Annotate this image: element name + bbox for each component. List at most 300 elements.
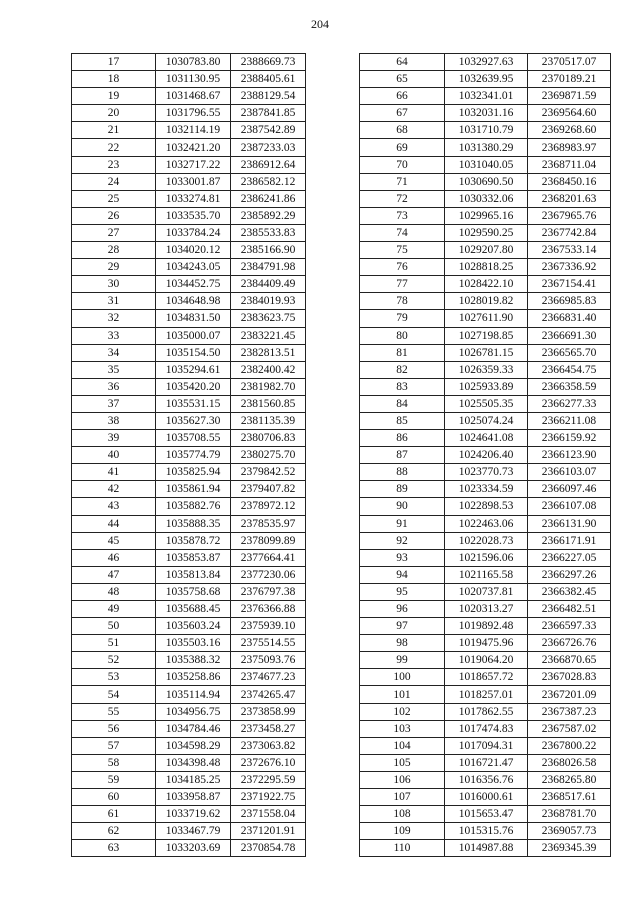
x-coordinate-cell: 1032341.01	[445, 88, 528, 105]
table-row	[72, 327, 306, 344]
x-coordinate-cell: 1031130.95	[156, 71, 231, 88]
y-coordinate-cell: 2381982.70	[231, 378, 306, 395]
y-coordinate-cell: 2376366.88	[231, 601, 306, 618]
y-coordinate-cell: 2368450.16	[528, 173, 611, 190]
x-coordinate-cell: 1035258.86	[156, 669, 231, 686]
table-row	[72, 601, 306, 618]
table-row	[72, 361, 306, 378]
table-row	[72, 207, 306, 224]
y-coordinate-cell: 2366358.59	[528, 378, 611, 395]
table-row	[72, 344, 306, 361]
x-coordinate-cell: 1032031.16	[445, 105, 528, 122]
y-coordinate-cell: 2372295.59	[231, 771, 306, 788]
point-number-cell: 107	[360, 789, 445, 806]
table-row	[360, 310, 611, 327]
x-coordinate-cell: 1025933.89	[445, 378, 528, 395]
point-number-cell: 67	[360, 105, 445, 122]
y-coordinate-cell: 2385892.29	[231, 207, 306, 224]
y-coordinate-cell: 2387841.85	[231, 105, 306, 122]
table-row	[360, 395, 611, 412]
point-number-cell: 48	[72, 583, 156, 600]
x-coordinate-cell: 1033958.87	[156, 789, 231, 806]
table-row	[360, 122, 611, 139]
table-row	[360, 806, 611, 823]
point-number-cell: 83	[360, 378, 445, 395]
table-row	[72, 498, 306, 515]
x-coordinate-cell: 1034648.98	[156, 293, 231, 310]
y-coordinate-cell: 2369268.60	[528, 122, 611, 139]
y-coordinate-cell: 2379407.82	[231, 481, 306, 498]
table-row	[72, 276, 306, 293]
x-coordinate-cell: 1027611.90	[445, 310, 528, 327]
table-row	[360, 139, 611, 156]
x-coordinate-cell: 1024641.08	[445, 430, 528, 447]
y-coordinate-cell: 2366870.65	[528, 652, 611, 669]
point-number-cell: 25	[72, 190, 156, 207]
x-coordinate-cell: 1018657.72	[445, 669, 528, 686]
y-coordinate-cell: 2378099.89	[231, 532, 306, 549]
x-coordinate-cell: 1032421.20	[156, 139, 231, 156]
table-row	[360, 823, 611, 840]
point-number-cell: 62	[72, 823, 156, 840]
point-number-cell: 57	[72, 737, 156, 754]
table-row	[360, 635, 611, 652]
x-coordinate-cell: 1033535.70	[156, 207, 231, 224]
y-coordinate-cell: 2366382.45	[528, 583, 611, 600]
x-coordinate-cell: 1033274.81	[156, 190, 231, 207]
point-number-cell: 60	[72, 789, 156, 806]
x-coordinate-cell: 1035861.94	[156, 481, 231, 498]
point-number-cell: 59	[72, 771, 156, 788]
x-coordinate-cell: 1022898.53	[445, 498, 528, 515]
table-row	[72, 395, 306, 412]
y-coordinate-cell: 2388405.61	[231, 71, 306, 88]
point-number-cell: 22	[72, 139, 156, 156]
table-row	[72, 566, 306, 583]
x-coordinate-cell: 1034784.46	[156, 720, 231, 737]
table-row	[360, 737, 611, 754]
x-coordinate-cell: 1016356.76	[445, 771, 528, 788]
table-row	[72, 737, 306, 754]
point-number-cell: 32	[72, 310, 156, 327]
y-coordinate-cell: 2367587.02	[528, 720, 611, 737]
y-coordinate-cell: 2373458.27	[231, 720, 306, 737]
point-number-cell: 56	[72, 720, 156, 737]
point-number-cell: 20	[72, 105, 156, 122]
y-coordinate-cell: 2383221.45	[231, 327, 306, 344]
y-coordinate-cell: 2366097.46	[528, 481, 611, 498]
point-number-cell: 29	[72, 259, 156, 276]
table-row	[72, 840, 306, 857]
table-row	[360, 583, 611, 600]
table-row	[360, 498, 611, 515]
y-coordinate-cell: 2371201.91	[231, 823, 306, 840]
table-row	[72, 293, 306, 310]
point-number-cell: 19	[72, 88, 156, 105]
x-coordinate-cell: 1019475.96	[445, 635, 528, 652]
coordinates-table-left	[71, 53, 306, 857]
y-coordinate-cell: 2369564.60	[528, 105, 611, 122]
x-coordinate-cell: 1020737.81	[445, 583, 528, 600]
point-number-cell: 89	[360, 481, 445, 498]
table-row	[72, 481, 306, 498]
x-coordinate-cell: 1035688.45	[156, 601, 231, 618]
point-number-cell: 34	[72, 344, 156, 361]
y-coordinate-cell: 2366103.07	[528, 464, 611, 481]
table-row	[72, 532, 306, 549]
table-row	[72, 806, 306, 823]
point-number-cell: 36	[72, 378, 156, 395]
point-number-cell: 90	[360, 498, 445, 515]
table-row	[360, 156, 611, 173]
point-number-cell: 47	[72, 566, 156, 583]
y-coordinate-cell: 2369871.59	[528, 88, 611, 105]
y-coordinate-cell: 2366123.90	[528, 447, 611, 464]
table-row	[360, 618, 611, 635]
x-coordinate-cell: 1035503.16	[156, 635, 231, 652]
point-number-cell: 91	[360, 515, 445, 532]
point-number-cell: 79	[360, 310, 445, 327]
point-number-cell: 39	[72, 430, 156, 447]
x-coordinate-cell: 1025074.24	[445, 412, 528, 429]
x-coordinate-cell: 1015653.47	[445, 806, 528, 823]
table-row	[72, 515, 306, 532]
point-number-cell: 71	[360, 173, 445, 190]
point-number-cell: 106	[360, 771, 445, 788]
y-coordinate-cell: 2370517.07	[528, 54, 611, 71]
point-number-cell: 73	[360, 207, 445, 224]
x-coordinate-cell: 1023770.73	[445, 464, 528, 481]
y-coordinate-cell: 2380275.70	[231, 447, 306, 464]
point-number-cell: 80	[360, 327, 445, 344]
point-number-cell: 17	[72, 54, 156, 71]
table-row	[72, 464, 306, 481]
x-coordinate-cell: 1032717.22	[156, 156, 231, 173]
table-row	[72, 583, 306, 600]
x-coordinate-cell: 1035813.84	[156, 566, 231, 583]
table-row	[360, 327, 611, 344]
point-number-cell: 28	[72, 242, 156, 259]
y-coordinate-cell: 2371922.75	[231, 789, 306, 806]
y-coordinate-cell: 2366597.33	[528, 618, 611, 635]
table-row	[72, 105, 306, 122]
point-number-cell: 76	[360, 259, 445, 276]
point-number-cell: 51	[72, 635, 156, 652]
point-number-cell: 24	[72, 173, 156, 190]
table-row	[72, 652, 306, 669]
y-coordinate-cell: 2385166.90	[231, 242, 306, 259]
table-row	[360, 378, 611, 395]
point-number-cell: 87	[360, 447, 445, 464]
table-row	[72, 156, 306, 173]
x-coordinate-cell: 1014987.88	[445, 840, 528, 857]
y-coordinate-cell: 2366227.05	[528, 549, 611, 566]
y-coordinate-cell: 2376797.38	[231, 583, 306, 600]
x-coordinate-cell: 1033467.79	[156, 823, 231, 840]
x-coordinate-cell: 1029207.80	[445, 242, 528, 259]
point-number-cell: 38	[72, 412, 156, 429]
x-coordinate-cell: 1023334.59	[445, 481, 528, 498]
table-row	[360, 412, 611, 429]
table-row	[72, 771, 306, 788]
y-coordinate-cell: 2367028.83	[528, 669, 611, 686]
coordinates-table-left-body	[72, 54, 306, 857]
y-coordinate-cell: 2368026.58	[528, 754, 611, 771]
point-number-cell: 65	[360, 71, 445, 88]
point-number-cell: 27	[72, 224, 156, 241]
x-coordinate-cell: 1021596.06	[445, 549, 528, 566]
table-row	[72, 669, 306, 686]
x-coordinate-cell: 1030332.06	[445, 190, 528, 207]
table-row	[360, 430, 611, 447]
x-coordinate-cell: 1034185.25	[156, 771, 231, 788]
x-coordinate-cell: 1032114.19	[156, 122, 231, 139]
table-row	[72, 754, 306, 771]
point-number-cell: 109	[360, 823, 445, 840]
table-row	[360, 840, 611, 857]
table-row	[360, 515, 611, 532]
x-coordinate-cell: 1020313.27	[445, 601, 528, 618]
table-row	[360, 293, 611, 310]
x-coordinate-cell: 1033719.62	[156, 806, 231, 823]
y-coordinate-cell: 2374677.23	[231, 669, 306, 686]
y-coordinate-cell: 2382813.51	[231, 344, 306, 361]
x-coordinate-cell: 1018257.01	[445, 686, 528, 703]
point-number-cell: 66	[360, 88, 445, 105]
x-coordinate-cell: 1034243.05	[156, 259, 231, 276]
point-number-cell: 102	[360, 703, 445, 720]
point-number-cell: 94	[360, 566, 445, 583]
y-coordinate-cell: 2381135.39	[231, 412, 306, 429]
x-coordinate-cell: 1028019.82	[445, 293, 528, 310]
table-row	[72, 259, 306, 276]
y-coordinate-cell: 2386241.86	[231, 190, 306, 207]
y-coordinate-cell: 2371558.04	[231, 806, 306, 823]
table-row	[72, 823, 306, 840]
y-coordinate-cell: 2382400.42	[231, 361, 306, 378]
point-number-cell: 78	[360, 293, 445, 310]
point-number-cell: 31	[72, 293, 156, 310]
x-coordinate-cell: 1031710.79	[445, 122, 528, 139]
x-coordinate-cell: 1021165.58	[445, 566, 528, 583]
x-coordinate-cell: 1031040.05	[445, 156, 528, 173]
point-number-cell: 101	[360, 686, 445, 703]
point-number-cell: 23	[72, 156, 156, 173]
point-number-cell: 26	[72, 207, 156, 224]
x-coordinate-cell: 1017094.31	[445, 737, 528, 754]
x-coordinate-cell: 1017862.55	[445, 703, 528, 720]
y-coordinate-cell: 2374265.47	[231, 686, 306, 703]
table-row	[360, 173, 611, 190]
y-coordinate-cell: 2366159.92	[528, 430, 611, 447]
y-coordinate-cell: 2367201.09	[528, 686, 611, 703]
y-coordinate-cell: 2375093.76	[231, 652, 306, 669]
table-row	[360, 447, 611, 464]
point-number-cell: 105	[360, 754, 445, 771]
table-row	[72, 686, 306, 703]
point-number-cell: 96	[360, 601, 445, 618]
y-coordinate-cell: 2377664.41	[231, 549, 306, 566]
y-coordinate-cell: 2370189.21	[528, 71, 611, 88]
y-coordinate-cell: 2366831.40	[528, 310, 611, 327]
x-coordinate-cell: 1031468.67	[156, 88, 231, 105]
table-row	[360, 652, 611, 669]
table-row	[72, 549, 306, 566]
table-row	[72, 720, 306, 737]
table-row	[360, 601, 611, 618]
point-number-cell: 108	[360, 806, 445, 823]
point-number-cell: 95	[360, 583, 445, 600]
x-coordinate-cell: 1026781.15	[445, 344, 528, 361]
point-number-cell: 53	[72, 669, 156, 686]
point-number-cell: 81	[360, 344, 445, 361]
y-coordinate-cell: 2369345.39	[528, 840, 611, 857]
point-number-cell: 68	[360, 122, 445, 139]
table-row	[72, 703, 306, 720]
point-number-cell: 46	[72, 549, 156, 566]
table-row	[360, 207, 611, 224]
point-number-cell: 100	[360, 669, 445, 686]
table-row	[360, 771, 611, 788]
x-coordinate-cell: 1034452.75	[156, 276, 231, 293]
point-number-cell: 58	[72, 754, 156, 771]
table-row	[72, 88, 306, 105]
table-row	[72, 190, 306, 207]
table-row	[360, 224, 611, 241]
x-coordinate-cell: 1027198.85	[445, 327, 528, 344]
y-coordinate-cell: 2366297.26	[528, 566, 611, 583]
y-coordinate-cell: 2388129.54	[231, 88, 306, 105]
x-coordinate-cell: 1032639.95	[445, 71, 528, 88]
point-number-cell: 55	[72, 703, 156, 720]
table-row	[360, 88, 611, 105]
y-coordinate-cell: 2368711.04	[528, 156, 611, 173]
table-row	[360, 276, 611, 293]
table-row	[72, 789, 306, 806]
y-coordinate-cell: 2366985.83	[528, 293, 611, 310]
point-number-cell: 61	[72, 806, 156, 823]
x-coordinate-cell: 1035758.68	[156, 583, 231, 600]
y-coordinate-cell: 2373063.82	[231, 737, 306, 754]
x-coordinate-cell: 1035603.24	[156, 618, 231, 635]
y-coordinate-cell: 2385533.83	[231, 224, 306, 241]
point-number-cell: 50	[72, 618, 156, 635]
x-coordinate-cell: 1029965.16	[445, 207, 528, 224]
y-coordinate-cell: 2366107.08	[528, 498, 611, 515]
table-row	[72, 618, 306, 635]
x-coordinate-cell: 1035882.76	[156, 498, 231, 515]
table-row	[360, 549, 611, 566]
x-coordinate-cell: 1028422.10	[445, 276, 528, 293]
x-coordinate-cell: 1019064.20	[445, 652, 528, 669]
y-coordinate-cell: 2369057.73	[528, 823, 611, 840]
y-coordinate-cell: 2378972.12	[231, 498, 306, 515]
table-row	[360, 190, 611, 207]
page-number: 204	[311, 17, 329, 31]
y-coordinate-cell: 2368265.80	[528, 771, 611, 788]
x-coordinate-cell: 1024206.40	[445, 447, 528, 464]
table-row	[72, 310, 306, 327]
point-number-cell: 86	[360, 430, 445, 447]
point-number-cell: 75	[360, 242, 445, 259]
y-coordinate-cell: 2387233.03	[231, 139, 306, 156]
point-number-cell: 21	[72, 122, 156, 139]
x-coordinate-cell: 1015315.76	[445, 823, 528, 840]
x-coordinate-cell: 1034598.29	[156, 737, 231, 754]
x-coordinate-cell: 1028818.25	[445, 259, 528, 276]
y-coordinate-cell: 2380706.83	[231, 430, 306, 447]
table-row	[360, 54, 611, 71]
y-coordinate-cell: 2373858.99	[231, 703, 306, 720]
table-row	[360, 686, 611, 703]
point-number-cell: 99	[360, 652, 445, 669]
table-row	[360, 105, 611, 122]
table-row	[72, 430, 306, 447]
table-row	[72, 139, 306, 156]
y-coordinate-cell: 2372676.10	[231, 754, 306, 771]
point-number-cell: 41	[72, 464, 156, 481]
y-coordinate-cell: 2367965.76	[528, 207, 611, 224]
point-number-cell: 40	[72, 447, 156, 464]
point-number-cell: 74	[360, 224, 445, 241]
table-row	[360, 361, 611, 378]
point-number-cell: 85	[360, 412, 445, 429]
y-coordinate-cell: 2384019.93	[231, 293, 306, 310]
table-row	[360, 242, 611, 259]
x-coordinate-cell: 1019892.48	[445, 618, 528, 635]
x-coordinate-cell: 1025505.35	[445, 395, 528, 412]
x-coordinate-cell: 1034020.12	[156, 242, 231, 259]
point-number-cell: 42	[72, 481, 156, 498]
y-coordinate-cell: 2384791.98	[231, 259, 306, 276]
x-coordinate-cell: 1032927.63	[445, 54, 528, 71]
point-number-cell: 93	[360, 549, 445, 566]
x-coordinate-cell: 1035388.32	[156, 652, 231, 669]
point-number-cell: 84	[360, 395, 445, 412]
table-row	[360, 464, 611, 481]
y-coordinate-cell: 2367800.22	[528, 737, 611, 754]
y-coordinate-cell: 2366565.70	[528, 344, 611, 361]
y-coordinate-cell: 2366454.75	[528, 361, 611, 378]
y-coordinate-cell: 2367154.41	[528, 276, 611, 293]
x-coordinate-cell: 1035154.50	[156, 344, 231, 361]
y-coordinate-cell: 2379842.52	[231, 464, 306, 481]
x-coordinate-cell: 1022028.73	[445, 532, 528, 549]
y-coordinate-cell: 2366726.76	[528, 635, 611, 652]
y-coordinate-cell: 2386912.64	[231, 156, 306, 173]
point-number-cell: 110	[360, 840, 445, 857]
x-coordinate-cell: 1017474.83	[445, 720, 528, 737]
point-number-cell: 88	[360, 464, 445, 481]
table-row	[72, 412, 306, 429]
table-row	[72, 54, 306, 71]
y-coordinate-cell: 2367387.23	[528, 703, 611, 720]
y-coordinate-cell: 2366691.30	[528, 327, 611, 344]
x-coordinate-cell: 1030690.50	[445, 173, 528, 190]
table-row	[360, 481, 611, 498]
table-row	[72, 242, 306, 259]
y-coordinate-cell: 2366131.90	[528, 515, 611, 532]
x-coordinate-cell: 1034831.50	[156, 310, 231, 327]
table-row	[360, 71, 611, 88]
y-coordinate-cell: 2377230.06	[231, 566, 306, 583]
table-row	[360, 754, 611, 771]
y-coordinate-cell: 2367336.92	[528, 259, 611, 276]
x-coordinate-cell: 1035774.79	[156, 447, 231, 464]
point-number-cell: 70	[360, 156, 445, 173]
x-coordinate-cell: 1035853.87	[156, 549, 231, 566]
table-row	[72, 378, 306, 395]
